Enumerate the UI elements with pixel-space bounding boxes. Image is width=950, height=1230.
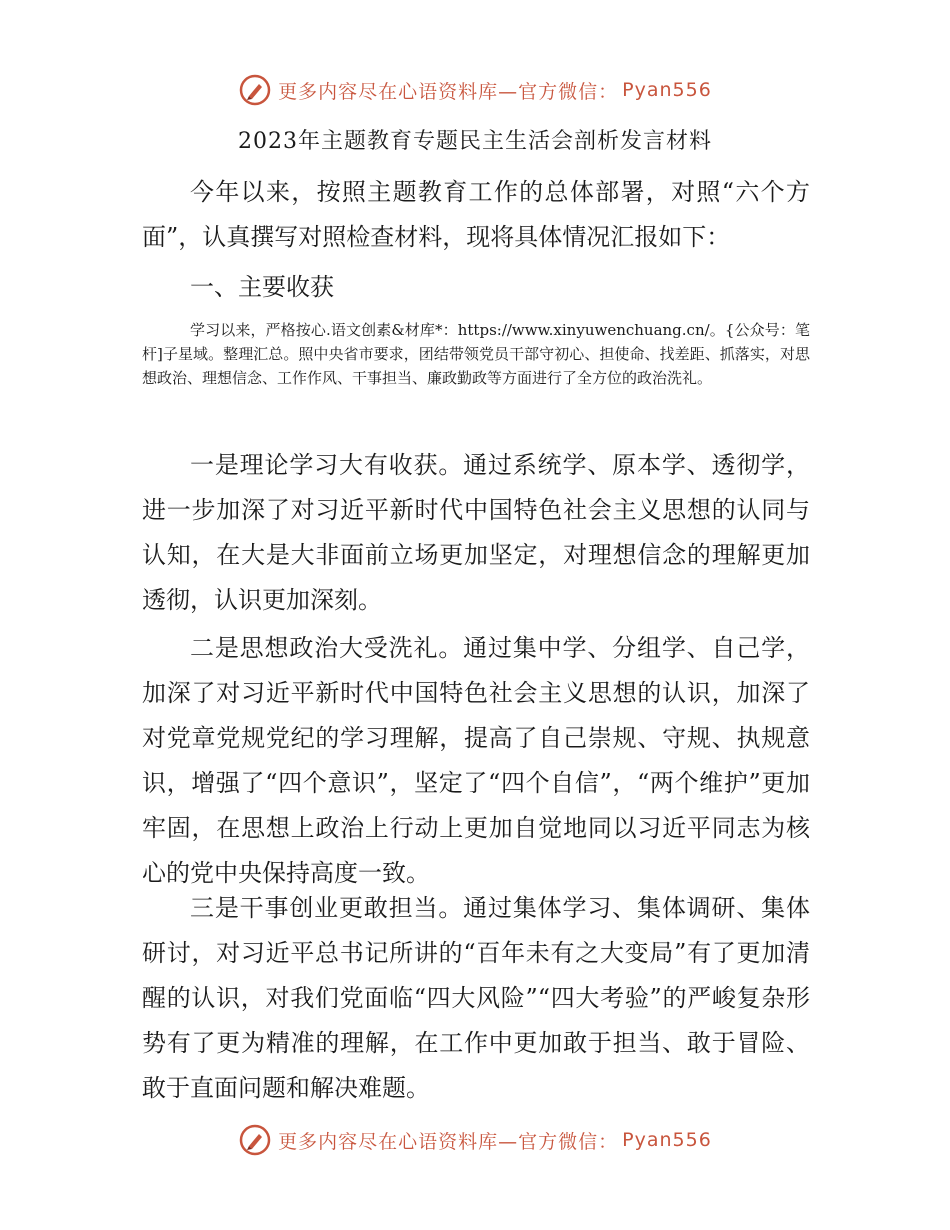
footer-banner[interactable] [0,1120,950,1160]
wechat-id: Pyan556 [622,79,712,101]
intro-paragraph: 今年以来，按照主题教育工作的总体部署，对照“六个方面”，认真撰写对照检查材料，现将具体情况汇报如下： [142,178,810,251]
pen-nib-logo-icon [238,1123,272,1157]
paragraph-political-thought: 二是思想政治大受洗礼。通过集中学、分组学、自己学，加深了对习近平新时代中国特色社会主义思想的认识，加深了对党章党规党纪的学习理解，提高了自己崇规、守规、执规意识，增强了“四个意识”，坚定了“四个自信”，“两个维护”更加牢固，在思想上政治上行动上更加自觉地同以习近平同志为核心的党中央保持高度一致。 [142,634,810,887]
small-note-paragraph: 学习以来，严格按心.语文创素&材库*：https://www.xinyuwenchuang.cn/。{公众号：笔杆]子星域。整理汇总。照中央省市要求，团结带领党员干部守初心、担使命、找差距、抓落实，对思想政治、理想信念、工作作风、干事担当、廉政勤政等方面进行了全方位的政治洗礼。 [142,321,810,387]
paragraph-responsibility: 三是干事创业更敢担当。通过集体学习、集体调研、集体研讨，对习近平总书记所讲的“百年未有之大变局”有了更加清醒的认识，对我们党面临“四大风险”“四大考验”的严峻复杂形势有了更为精准的理解，在工作中更加敢于担当、敢于冒险、敢于直面问题和解决难题。 [142,894,810,1102]
document-title: 2023年主题教育专题民主生活会剖析发言材料 [238,129,712,154]
wechat-id: Pyan556 [622,1129,712,1151]
banner-text: 更多内容尽在心语资料库—官方微信： [278,1130,619,1153]
header-banner[interactable] [0,70,950,110]
section-heading: 一、主要收获 [190,273,334,301]
banner-text: 更多内容尽在心语资料库—官方微信： [278,80,619,103]
pen-nib-logo-icon [238,73,272,107]
paragraph-theory-study: 一是理论学习大有收获。通过系统学、原本学、透彻学，进一步加深了对习近平新时代中国特色社会主义思想的认同与认知，在大是大非面前立场更加坚定，对理想信念的理解更加透彻，认识更加深刻。 [142,451,810,614]
